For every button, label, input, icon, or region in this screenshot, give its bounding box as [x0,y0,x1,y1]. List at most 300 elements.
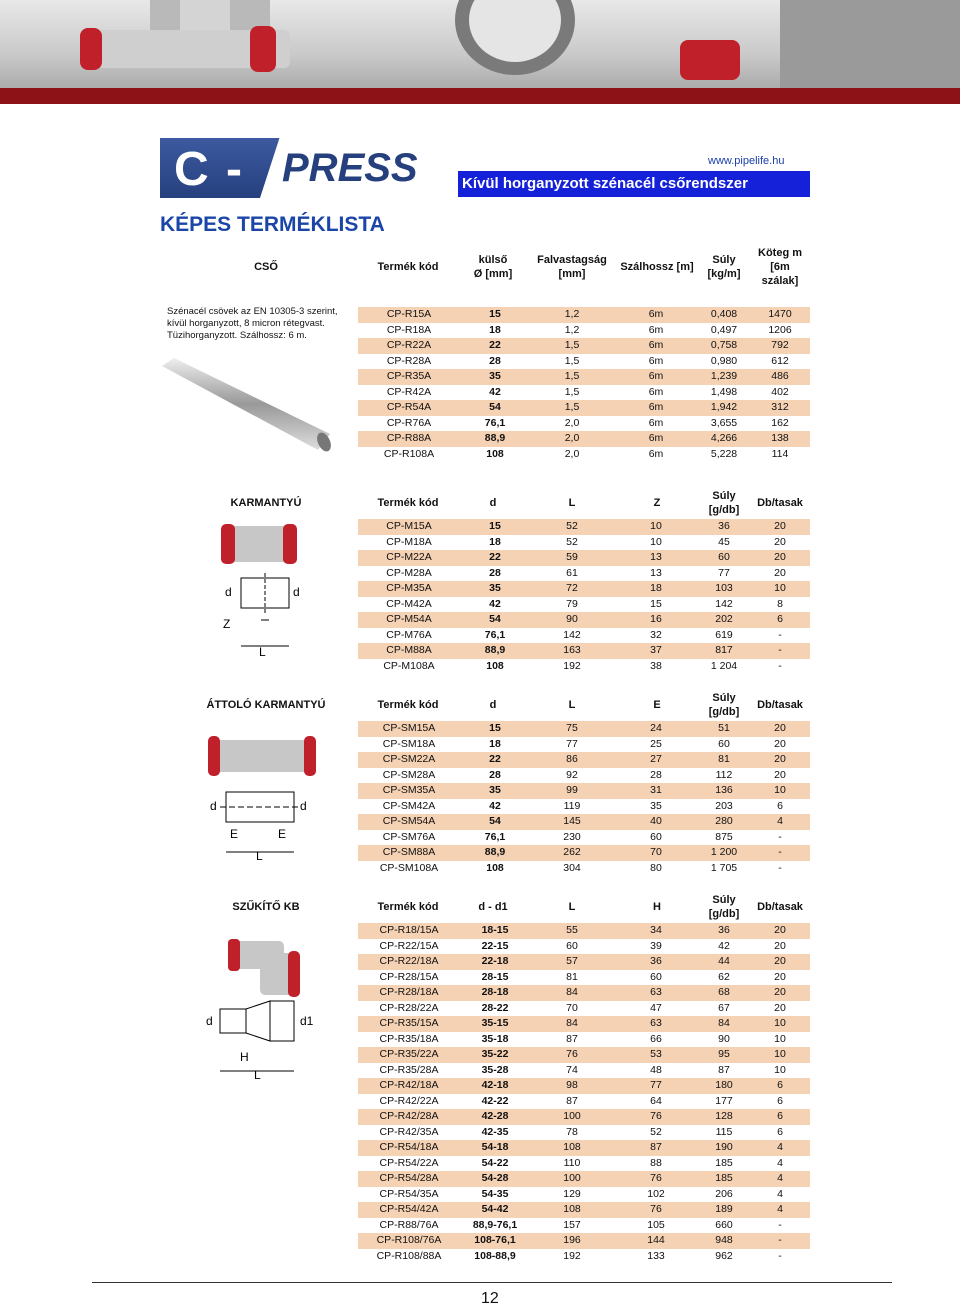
table-cell: - [778,1234,782,1246]
table-row [358,659,810,675]
table-cell: 36 [718,520,730,532]
table-cell: 612 [771,354,789,367]
product-code-cell: CP-R54/42A [379,1203,439,1215]
table-cell: 52 [566,520,578,532]
table-cell: 60 [718,551,730,563]
table-cell: 817 [715,644,733,656]
table-cell: 88,9 [484,432,506,444]
table-cell: 28 [489,566,501,579]
table-row [358,1047,810,1063]
table-cell: 64 [650,1094,662,1107]
product-table [358,923,810,1264]
pipe-fittings-photo [0,0,960,92]
table-cell: 98 [566,1079,578,1091]
product-code-cell: CP-SM18A [382,737,436,750]
table-cell: 4 [777,1172,783,1184]
table-cell: 15 [650,597,662,610]
table-cell: 6 [777,1110,783,1122]
table-cell: 90 [718,1032,730,1045]
table-cell: 88,9-76,1 [472,1218,518,1231]
header-photo-banner [0,0,960,92]
table-cell: 61 [566,566,578,579]
slip-coupling-picture-and-diagram [200,722,330,862]
table-row [358,643,810,659]
table-cell: 42-18 [481,1079,509,1091]
table-row [358,1249,810,1265]
pipe-description: Szénacél csövek az EN 10305-3 szerint, kívül horganyzott, 8 micron rétegvast. Tüzihorganyzott. Szálhossz: 6 m. [167,306,338,341]
table-cell: 53 [650,1048,662,1060]
table-cell: 79 [566,597,578,610]
table-cell: 54 [489,401,501,413]
table-cell: 6m [648,308,664,320]
table-cell: 25 [650,737,662,750]
table-cell: 190 [715,1141,733,1153]
column-header: d [489,699,497,711]
column-header: Termék kód [377,497,439,509]
table-cell: 35 [650,799,662,812]
svg-text:L: L [254,1068,261,1080]
table-cell: 60 [718,737,730,750]
table-cell: 185 [715,1172,733,1184]
table-cell: 70 [650,846,662,858]
table-cell: 20 [774,520,786,532]
table-cell: 35-15 [481,1017,509,1029]
banner-red-bar [0,88,960,104]
table-row [358,799,810,815]
table-cell: 619 [715,628,733,641]
table-cell: 110 [563,1156,581,1169]
table-cell: 157 [563,1218,581,1231]
table-cell: 142 [563,628,581,641]
table-cell: 203 [715,799,733,812]
column-header: Db/tasak [757,901,803,913]
table-cell: 10 [774,784,786,796]
table-cell: 10 [650,535,662,548]
table-cell: 20 [774,566,786,579]
website-url[interactable]: www.pipelife.hu [708,155,785,167]
table-cell: - [778,830,782,843]
table-cell: 1 705 [710,861,738,874]
table-cell: 20 [774,722,786,734]
table-cell: 114 [771,447,789,460]
table-cell: 136 [715,784,733,796]
table-cell: 1,5 [564,370,580,382]
table-cell: 15 [489,722,501,734]
table-cell: 90 [566,613,578,625]
table-cell: 138 [771,432,789,444]
section-header [160,690,810,720]
table-cell: 47 [650,1001,662,1014]
table-cell: 39 [650,939,662,952]
table-cell: 100 [563,1110,581,1122]
table-cell: 1470 [768,308,792,320]
table-cell: 87 [650,1141,662,1153]
table-cell: 0,758 [710,339,738,351]
product-code-cell: CP-R108A [383,447,435,460]
footer-rule [92,1282,892,1283]
table-row [358,1156,810,1172]
table-cell: 28-22 [481,1001,509,1014]
table-cell: 20 [774,986,786,998]
product-code-cell: CP-R35/22A [379,1048,439,1060]
product-code-cell: CP-R18/15A [379,924,439,936]
table-cell: 88,9 [484,846,506,858]
product-code-cell: CP-R42A [386,385,432,398]
table-row [358,597,810,613]
table-cell: 45 [718,535,730,548]
column-header: Termék kód [377,261,439,273]
table-cell: 75 [566,722,578,734]
table-cell: 76 [650,1110,662,1122]
table-cell: 102 [647,1187,665,1200]
table-cell: 52 [650,1125,662,1138]
table-cell: 0,408 [710,308,738,320]
table-row [358,1001,810,1017]
table-cell: 108 [563,1203,581,1215]
svg-text:L: L [256,849,263,862]
product-code-cell: CP-R35/15A [379,1017,439,1029]
table-cell: 35-22 [481,1048,509,1060]
table-cell: 80 [650,861,662,874]
table-cell: 54-42 [481,1203,509,1215]
table-cell: 42 [718,939,730,952]
table-cell: 4 [777,1203,783,1215]
table-cell: 63 [650,1017,662,1029]
table-cell: 42-22 [481,1094,509,1107]
svg-text:L: L [259,645,266,659]
product-code-cell: CP-R76A [386,416,432,429]
table-row [358,830,810,846]
table-cell: 189 [715,1203,733,1215]
table-cell: 76 [650,1172,662,1184]
table-cell: 108 [486,861,504,874]
table-cell: 262 [563,846,581,858]
table-cell: 962 [715,1249,733,1262]
table-row [358,861,810,877]
table-cell: 119 [563,799,581,812]
product-line-title: Kívül horganyzott szénacél csőrendszer [458,171,810,197]
section-name: ÁTTOLÓ KARMANTYÚ [206,699,326,711]
product-code-cell: CP-M54A [386,613,432,625]
table-cell: 42-28 [481,1110,509,1122]
table-cell: 6m [648,447,664,460]
table-cell: 6m [648,354,664,367]
product-code-cell: CP-R15A [386,308,432,320]
table-cell: 108 [563,1141,581,1153]
table-row [358,354,810,370]
table-cell: 180 [715,1079,733,1091]
table-cell: 4 [777,1141,783,1153]
product-code-cell: CP-M15A [386,520,432,532]
table-cell: 145 [563,815,581,827]
table-cell: 108-76,1 [474,1234,516,1246]
c-press-logo: C - PRESS [160,138,420,198]
table-cell: 92 [566,768,578,781]
column-header: L [568,699,576,711]
table-cell: 1,239 [710,370,738,382]
table-cell: 20 [774,924,786,936]
product-code-cell: CP-M88A [386,644,432,656]
product-code-cell: CP-SM15A [382,722,436,734]
table-row [358,985,810,1001]
table-cell: 36 [718,924,730,936]
column-header: L [568,497,576,509]
section-name: KARMANTYÚ [230,497,302,509]
product-code-cell: CP-R28/22A [379,1001,439,1014]
table-cell: 280 [715,815,733,827]
svg-text:d: d [300,799,307,813]
table-cell: 18 [489,323,501,336]
table-cell: 77 [650,1079,662,1091]
table-row [358,954,810,970]
reducer-picture-and-diagram [200,935,330,1080]
svg-text:d: d [293,585,300,599]
table-cell: 6m [648,416,664,429]
table-cell: 28 [489,768,501,781]
page-title: KÉPES TERMÉKLISTA [160,213,385,236]
table-row [358,737,810,753]
table-cell: 6m [648,339,664,351]
table-row [358,369,810,385]
table-cell: 185 [715,1156,733,1169]
table-cell: 60 [650,830,662,843]
product-code-cell: CP-R54/18A [379,1141,439,1153]
table-cell: 28 [489,354,501,367]
table-row [358,1218,810,1234]
table-row [358,721,810,737]
table-cell: 42 [489,597,501,610]
table-cell: 2,0 [564,432,580,444]
table-cell: 87 [566,1032,578,1045]
table-cell: 99 [566,784,578,796]
table-cell: 0,980 [710,354,738,367]
table-cell: 51 [718,722,730,734]
table-cell: 6 [777,1094,783,1107]
table-cell: 18 [650,582,662,594]
table-row [358,416,810,432]
table-cell: 57 [566,955,578,967]
table-cell: 1,5 [564,339,580,351]
table-row [358,1109,810,1125]
table-cell: 4 [777,1156,783,1169]
table-row [358,1202,810,1218]
table-row [358,307,810,323]
product-code-cell: CP-R54/35A [379,1187,439,1200]
table-cell: 108 [486,447,504,460]
table-cell: 162 [771,416,789,429]
table-cell: 100 [563,1172,581,1184]
table-cell: 792 [771,339,789,351]
table-cell: 20 [774,970,786,983]
table-cell: 10 [774,1017,786,1029]
product-code-cell: CP-R22/18A [379,955,439,967]
table-cell: 6 [777,613,783,625]
table-cell: 24 [650,722,662,734]
table-cell: 15 [489,520,501,532]
table-cell: 38 [650,659,662,672]
table-cell: 8 [777,597,783,610]
table-cell: 115 [715,1125,733,1138]
section-header [160,244,810,290]
table-row [358,1078,810,1094]
table-cell: 144 [647,1234,665,1246]
table-cell: 48 [650,1063,662,1076]
table-cell: 54-22 [481,1156,509,1169]
table-cell: 18 [489,737,501,750]
table-cell: 1,942 [710,401,738,413]
table-cell: 486 [771,370,789,382]
product-code-cell: CP-SM22A [382,753,436,765]
table-cell: 18-15 [481,924,509,936]
table-cell: 6 [777,799,783,812]
table-cell: 105 [647,1218,665,1231]
product-code-cell: CP-SM76A [382,830,436,843]
table-cell: 112 [715,768,733,781]
table-cell: 1,2 [564,308,580,320]
table-cell: 20 [774,753,786,765]
table-row [358,783,810,799]
product-code-cell: CP-R108/88A [376,1249,442,1262]
table-cell: 1206 [768,323,792,336]
table-cell: 55 [566,924,578,936]
table-row [358,1187,810,1203]
table-cell: 163 [563,644,581,656]
table-cell: 1 200 [710,846,738,858]
table-cell: - [778,1249,782,1262]
product-code-cell: CP-M18A [386,535,432,548]
table-cell: 4,266 [710,432,738,444]
table-cell: 42 [489,799,501,812]
product-code-cell: CP-SM54A [382,815,436,827]
table-cell: 192 [563,1249,581,1262]
table-cell: 88,9 [484,644,506,656]
table-cell: 1,5 [564,354,580,367]
table-row [358,768,810,784]
table-cell: 86 [566,753,578,765]
table-row [358,1094,810,1110]
table-cell: 6m [648,401,664,413]
table-cell: 1,2 [564,323,580,336]
table-cell: 87 [718,1063,730,1076]
table-cell: 230 [563,830,581,843]
column-header: Köteg m [6m szálak] [758,247,802,287]
table-cell: 312 [771,401,789,413]
product-code-cell: CP-R22A [386,339,432,351]
table-row [358,752,810,768]
column-header: L [568,901,576,913]
table-cell: 76,1 [484,416,506,429]
product-code-cell: CP-R18A [386,323,432,336]
table-row [358,535,810,551]
table-cell: 202 [715,613,733,625]
table-row [358,612,810,628]
table-cell: 60 [566,939,578,952]
table-cell: 129 [563,1187,581,1200]
table-cell: 6m [648,385,664,398]
table-cell: 44 [718,955,730,967]
column-header: Szálhossz [m] [620,261,694,273]
product-code-cell: CP-R54/22A [379,1156,439,1169]
table-cell: 196 [563,1234,581,1246]
table-cell: 35 [489,370,501,382]
table-cell: 70 [566,1001,578,1014]
product-code-cell: CP-R42/28A [379,1110,439,1122]
coupling-picture-and-diagram [205,518,325,663]
table-cell: 103 [715,582,733,594]
table-cell: 16 [650,613,662,625]
table-cell: - [778,861,782,874]
svg-text:d: d [206,1014,213,1028]
column-header: Súly [kg/m] [707,254,741,280]
page-number: 12 [481,1290,499,1307]
table-cell: 84 [566,986,578,998]
column-header: Z [653,497,661,509]
table-row [358,566,810,582]
table-cell: 6 [777,1079,783,1091]
table-cell: 2,0 [564,447,580,460]
table-cell: 36 [650,955,662,967]
product-table [358,721,810,876]
table-cell: 87 [566,1094,578,1107]
table-row [358,338,810,354]
product-code-cell: CP-R42/18A [379,1079,439,1091]
table-row [358,1063,810,1079]
product-code-cell: CP-R35/18A [379,1032,439,1045]
table-cell: 0,497 [710,323,738,336]
table-cell: 35 [489,582,501,594]
pipe-picture [162,358,332,458]
product-code-cell: CP-R108/76A [376,1234,442,1246]
column-header: Db/tasak [757,699,803,711]
table-cell: - [778,659,782,672]
table-cell: 54-28 [481,1172,509,1184]
table-cell: 20 [774,535,786,548]
table-cell: 35-18 [481,1032,509,1045]
table-cell: 4 [777,815,783,827]
table-row [358,431,810,447]
table-cell: 3,655 [710,416,738,429]
product-code-cell: CP-R54A [386,401,432,413]
table-cell: 42 [489,385,501,398]
table-cell: 192 [563,659,581,672]
column-header: Falvastagság [mm] [537,254,607,280]
table-row [358,581,810,597]
table-cell: 402 [771,385,789,398]
table-cell: 88 [650,1156,662,1169]
table-cell: 6 [777,1125,783,1138]
table-cell: 20 [774,737,786,750]
section-name: SZŰKÍTŐ KB [232,901,300,913]
table-cell: 206 [715,1187,733,1200]
table-cell: 35 [489,784,501,796]
table-cell: - [778,1218,782,1231]
product-code-cell: CP-R28/15A [379,970,439,983]
column-header: Db/tasak [757,497,803,509]
column-header: Súly [g/db] [708,692,740,718]
product-code-cell: CP-R88A [386,432,432,444]
table-row [358,1233,810,1249]
table-cell: 37 [650,644,662,656]
product-code-cell: CP-M22A [386,551,432,563]
table-row [358,1016,810,1032]
table-cell: 54-35 [481,1187,509,1200]
product-code-cell: CP-SM42A [382,799,436,812]
product-code-cell: CP-R35A [386,370,432,382]
column-header: Termék kód [377,901,439,913]
table-cell: 177 [715,1094,733,1107]
table-row [358,385,810,401]
svg-text:E: E [278,827,287,841]
